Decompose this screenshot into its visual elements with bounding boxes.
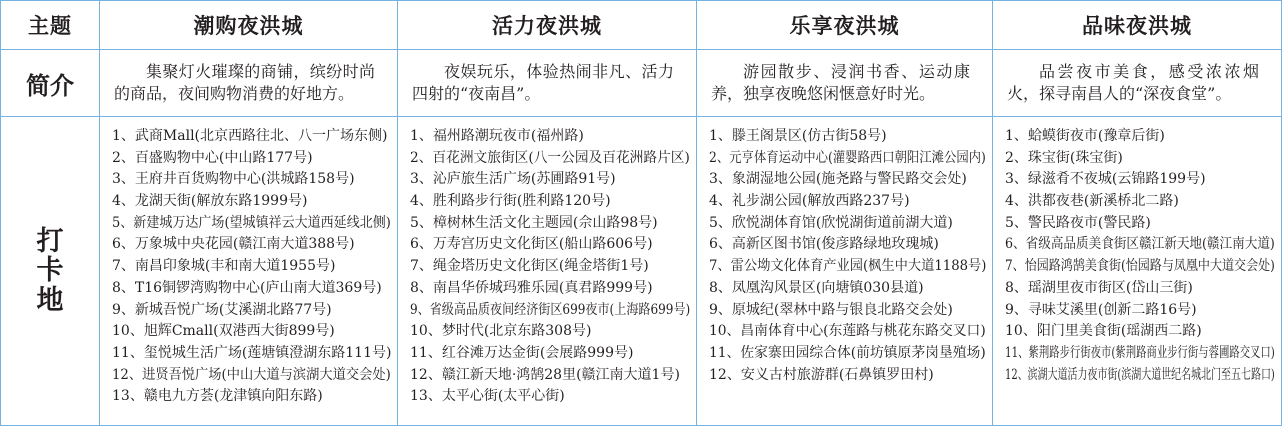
spot-item-text: 12、滨湖大道活力夜市街(滨湖大道世纪名城北门至五七路口): [1005, 366, 1275, 383]
spot-item: [410, 365, 690, 387]
intro-text: 品尝夜市美食，感受浓浓烟火，探寻南昌人的“深夜食堂”。: [1007, 62, 1259, 103]
spot-item-text: 1、福州路潮玩夜市(福州路): [410, 128, 584, 144]
spot-item: [410, 126, 690, 148]
spot-item: [410, 343, 690, 365]
spot-item: [410, 300, 690, 322]
spot-item-text: 9、省级高品质夜间经济街区699夜市(上海路699号): [410, 301, 690, 318]
spot-item-text: 13、赣电九方荟(龙津镇向阳东路): [112, 388, 323, 405]
spot-item: [709, 169, 986, 191]
spot-item: [1005, 213, 1275, 235]
spot-item-text: 9、新城吾悦广场(艾溪湖北路77号): [112, 301, 332, 318]
intro-text: 游园散步、浸润书香、运动康养，独享夜晚悠闲惬意好时光。: [711, 62, 970, 103]
spot-item-text: 7、绳金塔历史文化街区(绳金塔街1号): [410, 258, 649, 275]
spot-list-vitality: [410, 126, 690, 408]
theme-header-vitality: 活力夜洪城: [398, 1, 697, 50]
spot-item-text: 2、百盛购物中心(中山路177号): [112, 149, 313, 166]
spot-item: [709, 256, 986, 278]
spot-item-text: 2、珠宝街(珠宝街): [1005, 149, 1123, 166]
spot-item-text: 7、怡园路鸿鹄美食街(怡园路与凤凰中大道交会处): [1005, 258, 1275, 275]
theme-header-taste: 品味夜洪城: [993, 1, 1282, 50]
spot-item: [709, 191, 986, 213]
spot-item: [112, 343, 391, 365]
spot-list-taste: [1005, 126, 1275, 386]
spot-item-text: 4、礼步湖公园(解放西路237号): [709, 193, 910, 210]
spot-item: [709, 343, 986, 365]
theme-header-leisure: 乐享夜洪城: [697, 1, 993, 50]
spot-item-text: 1、武商Mall(北京西路往北、八一广场东侧): [112, 128, 388, 144]
spot-item-text: 13、太平心街(太平心街): [410, 388, 565, 405]
spot-item-text: 11、红谷滩万达金街(会展路999号): [410, 344, 634, 361]
spot-item-text: 1、滕王阁景区(仿古街58号): [709, 128, 887, 144]
theme-header-shopping: 潮购夜洪城: [100, 1, 398, 50]
spot-item-text: 3、沁庐旅生活广场(苏圃路91号): [410, 171, 616, 188]
spot-item: [709, 126, 986, 148]
spot-item: [112, 365, 391, 387]
intro-cell-taste: [993, 50, 1282, 117]
spot-item-text: 2、百花洲文旅街区(八一公园及百花洲路片区): [410, 149, 690, 166]
spot-item-text: 6、万寿宫历史文化街区(船山路606号): [410, 236, 653, 253]
spot-item-text: 4、胜利路步行街(胜利路120号): [410, 193, 611, 210]
spot-item: [112, 126, 391, 148]
spot-item-text: 8、南昌华侨城玛雅乐园(真君路999号): [410, 279, 653, 296]
spot-item-text: 11、玺悦城生活广场(莲塘镇澄湖东路111号): [112, 344, 391, 361]
spot-item-text: 5、新建城万达广场(望城镇祥云大道西延线北侧): [112, 214, 391, 231]
intro-cell-shopping: [100, 50, 398, 117]
spots-cell-vitality: [398, 117, 697, 426]
spots-row-label-cell: [1, 117, 100, 426]
intro-text: 夜娱玩乐，体验热闹非凡、活力四射的“夜南昌”。: [412, 62, 674, 103]
spot-item: [1005, 256, 1275, 278]
spot-item: [410, 213, 690, 235]
intro-text: 集聚灯火璀璨的商铺，缤纷时尚的商品，夜间购物消费的好地方。: [114, 62, 375, 103]
spot-item: [709, 234, 986, 256]
spot-item-text: 7、南昌印象城(丰和南大道1955号): [112, 258, 336, 275]
spot-item-text: 11、佐家寨田园综合体(前坊镇原茅岗垦殖场): [709, 344, 986, 361]
spots-row-label: 打卡地: [36, 226, 64, 316]
spot-item: [1005, 148, 1275, 170]
spot-item-text: 2、元亨体育运动中心(灌婴路西口朝阳江滩公园内): [709, 149, 986, 166]
spot-item: [1005, 365, 1275, 387]
intro-cell-leisure: [697, 50, 993, 117]
spot-item: [709, 321, 986, 343]
intro-cell-vitality: [398, 50, 697, 117]
spot-item: [112, 278, 391, 300]
spot-item: [112, 234, 391, 256]
spot-item-text: 5、樟树林生活文化主题园(佘山路98号): [410, 214, 658, 231]
intro-row-label: 简介: [1, 50, 100, 117]
spot-item-text: 3、王府井百货购物中心(洪城路158号): [112, 171, 355, 188]
spot-list-shopping: [112, 126, 391, 408]
spot-item-text: 12、赣江新天地·鸿鹄28里(赣江南大道1号): [410, 366, 680, 383]
spot-item: [410, 191, 690, 213]
spot-item: [410, 321, 690, 343]
spot-item: [410, 256, 690, 278]
spot-item-text: 10、阳门里美食街(瑶湖西二路): [1005, 323, 1202, 340]
spot-item-text: 10、昌南体育中心(东莲路与桃花东路交叉口): [709, 323, 986, 340]
spot-list-leisure: [709, 126, 986, 386]
spot-item-text: 10、旭辉Cmall(双港西大街899号): [112, 323, 335, 340]
spot-item-text: 5、欣悦湖体育馆(欣悦湖街道前湖大道): [709, 214, 953, 231]
spot-item-text: 6、万象城中央花园(赣江南大道388号): [112, 236, 355, 253]
spot-item-text: 6、高新区图书馆(俊彦路绿地玫瑰城): [709, 236, 939, 253]
spot-item: [112, 321, 391, 343]
spot-item-text: 3、象湖湿地公园(施尧路与警民路交会处): [709, 171, 967, 188]
spot-item-text: 10、梦时代(北京东路308号): [410, 323, 592, 340]
spot-item-text: 6、省级高品质美食街区赣江新天地(赣江南大道): [1005, 236, 1275, 253]
spot-item-text: 12、进贤吾悦广场(中山大道与滨湖大道交会处): [112, 366, 391, 383]
spot-item: [410, 169, 690, 191]
spot-item: [709, 213, 986, 235]
spot-item-text: 7、雷公坳文化体育产业园(枫生中大道1188号): [709, 258, 986, 275]
spot-item: [410, 148, 690, 170]
spot-item: [410, 234, 690, 256]
spot-item-text: 4、洪都夜巷(新溪桥北二路): [1005, 193, 1179, 210]
spot-item: [709, 148, 986, 170]
spot-item-text: 12、安义古村旅游群(石鼻镇罗田村): [709, 366, 934, 383]
header-corner-label: 主题: [1, 1, 100, 50]
spot-item: [1005, 321, 1275, 343]
spot-item: [709, 278, 986, 300]
spot-item-text: 9、寻味艾溪里(创新二路16号): [1005, 301, 1197, 318]
spots-cell-shopping: [100, 117, 398, 426]
spot-item-text: 8、凤凰沟风景区(向塘镇030县道): [709, 279, 924, 296]
spot-item: [112, 386, 391, 408]
spot-item-text: 8、T16铜锣湾购物中心(庐山南大道369号): [112, 279, 382, 296]
spot-item: [709, 365, 986, 387]
spot-item: [709, 300, 986, 322]
spot-item: [1005, 191, 1275, 213]
spot-item: [1005, 234, 1275, 256]
spot-item: [112, 191, 391, 213]
spot-item-text: 11、紫荆路步行街夜市(紫荆路商业步行街与蓉圃路交叉口): [1005, 344, 1275, 361]
spot-item: [410, 278, 690, 300]
spot-item-text: 5、警民路夜市(警民路): [1005, 214, 1151, 231]
spot-item: [112, 148, 391, 170]
spots-cell-taste: [993, 117, 1282, 426]
spot-item-text: 4、龙湖天街(解放东路1999号): [112, 193, 308, 210]
spot-item-text: 1、蛤蟆街夜市(豫章后街): [1005, 128, 1165, 144]
spot-item: [1005, 343, 1275, 365]
spot-item: [1005, 300, 1275, 322]
spot-item: [112, 169, 391, 191]
spot-item: [1005, 169, 1275, 191]
spot-item: [112, 256, 391, 278]
spot-item: [410, 386, 690, 408]
spot-item: [1005, 278, 1275, 300]
spot-item-text: 9、原城纪(翠林中路与银良北路交会处): [709, 301, 953, 318]
spot-item-text: 3、绿滋肴不夜城(云锦路199号): [1005, 171, 1206, 188]
spot-item: [112, 300, 391, 322]
spot-item-text: 8、瑶湖里夜市街区(岱山三街): [1005, 279, 1193, 296]
spot-item: [1005, 126, 1275, 148]
spot-item: [112, 213, 391, 235]
spots-cell-leisure: [697, 117, 993, 426]
